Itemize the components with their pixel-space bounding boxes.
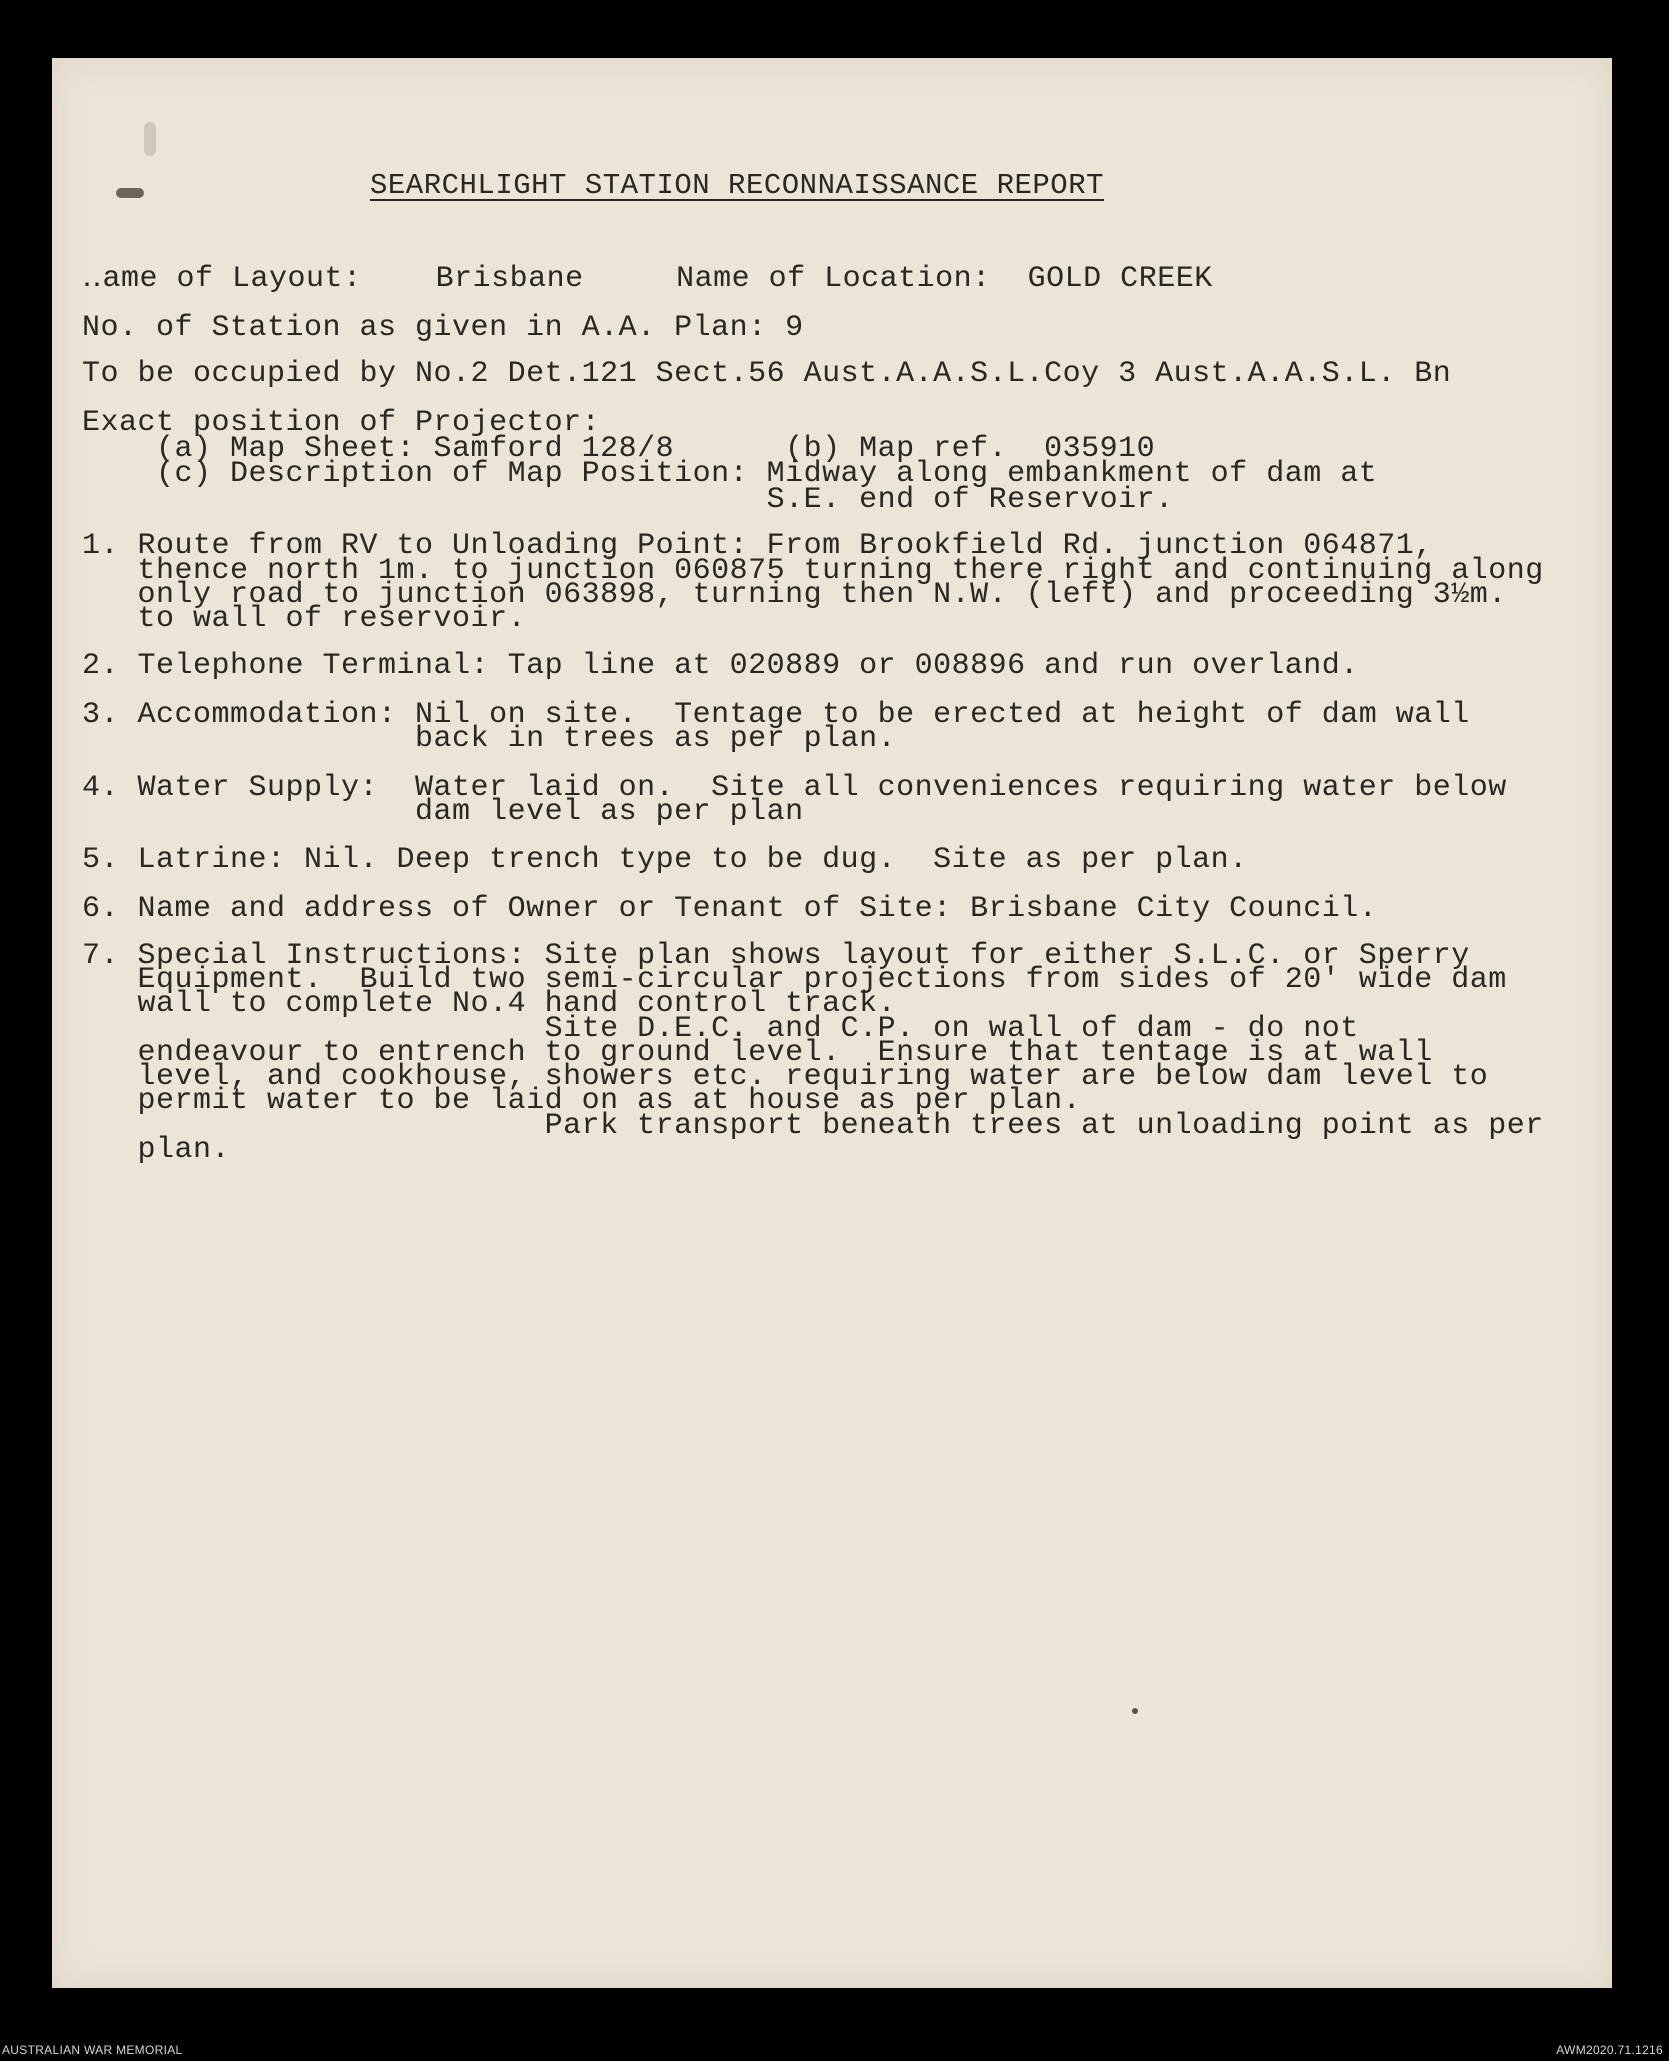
item-7-line: Park transport beneath trees at unloading point as per xyxy=(82,1109,1544,1143)
station-number-line: No. of Station as given in A.A. Plan: 9 xyxy=(82,311,804,345)
projector-description: (c) Description of Map Position: Midway along embankment of dam at xyxy=(82,457,1378,491)
item-1-line: 1. Route from RV to Unloading Point: From Brookfield Rd. junction 064871, xyxy=(82,529,1433,563)
item-5-latrine: 5. Latrine: Nil. Deep trench type to be dug. Site as per plan. xyxy=(82,843,1248,877)
item-1-line: thence north 1m. to junction 060875 turning there right and continuing along xyxy=(82,554,1544,588)
projector-map-sheet: (a) Map Sheet: Samford 128/8 (b) Map ref. 035910 xyxy=(82,432,1156,466)
footer-archive-name: AUSTRALIAN WAR MEMORIAL xyxy=(2,2043,183,2057)
projector-heading: Exact position of Projector: xyxy=(82,406,601,440)
document-title: SEARCHLIGHT STATION RECONNAISSANCE REPORT xyxy=(370,169,1105,202)
projector-description-cont: S.E. end of Reservoir. xyxy=(82,483,1174,517)
paper-blemish xyxy=(144,122,156,156)
layout-line: ‥ame of Layout: Brisbane Name of Location: GOLD CREEK xyxy=(82,262,1213,296)
item-7-line: permit water to be laid on as at house as per plan. xyxy=(82,1084,1082,1118)
paper-blemish xyxy=(116,188,144,198)
item-7-line: endeavour to entrench to ground level. Ensure that tentage is at wall xyxy=(82,1036,1433,1070)
item-7-line: wall to complete No.4 hand control track. xyxy=(82,987,897,1021)
item-7-line: level, and cookhouse, showers etc. requiring water are below dam level to xyxy=(82,1060,1489,1094)
item-3-line: back in trees as per plan. xyxy=(82,722,897,756)
item-1-line: only road to junction 063898, turning then N.W. (left) and proceeding 3½m. xyxy=(82,578,1507,612)
item-7-line: Equipment. Build two semi-circular projections from sides of 20' wide dam xyxy=(82,963,1507,997)
paper-speck xyxy=(1132,1708,1138,1714)
item-1-line: to wall of reservoir. xyxy=(82,602,527,636)
item-7-line: 7. Special Instructions: Site plan shows layout for either S.L.C. or Sperry xyxy=(82,939,1470,973)
item-7-line: plan. xyxy=(82,1133,231,1167)
item-4-line: 4. Water Supply: Water laid on. Site all conveniences requiring water below xyxy=(82,771,1507,805)
item-6-owner: 6. Name and address of Owner or Tenant of Site: Brisbane City Council. xyxy=(82,892,1378,926)
occupied-by-line: To be occupied by No.2 Det.121 Sect.56 Aust.A.A.S.L.Coy 3 Aust.A.A.S.L. Bn xyxy=(82,357,1452,391)
item-4-line: dam level as per plan xyxy=(82,795,804,829)
document-page xyxy=(52,58,1612,1988)
item-3-line: 3. Accommodation: Nil on site. Tentage to be erected at height of dam wall xyxy=(82,698,1470,732)
item-7-line: Site D.E.C. and C.P. on wall of dam - do not xyxy=(82,1012,1359,1046)
footer-accession-number: AWM2020.71.1216 xyxy=(1556,2043,1663,2057)
item-2-telephone: 2. Telephone Terminal: Tap line at 020889 or 008896 and run overland. xyxy=(82,649,1359,683)
